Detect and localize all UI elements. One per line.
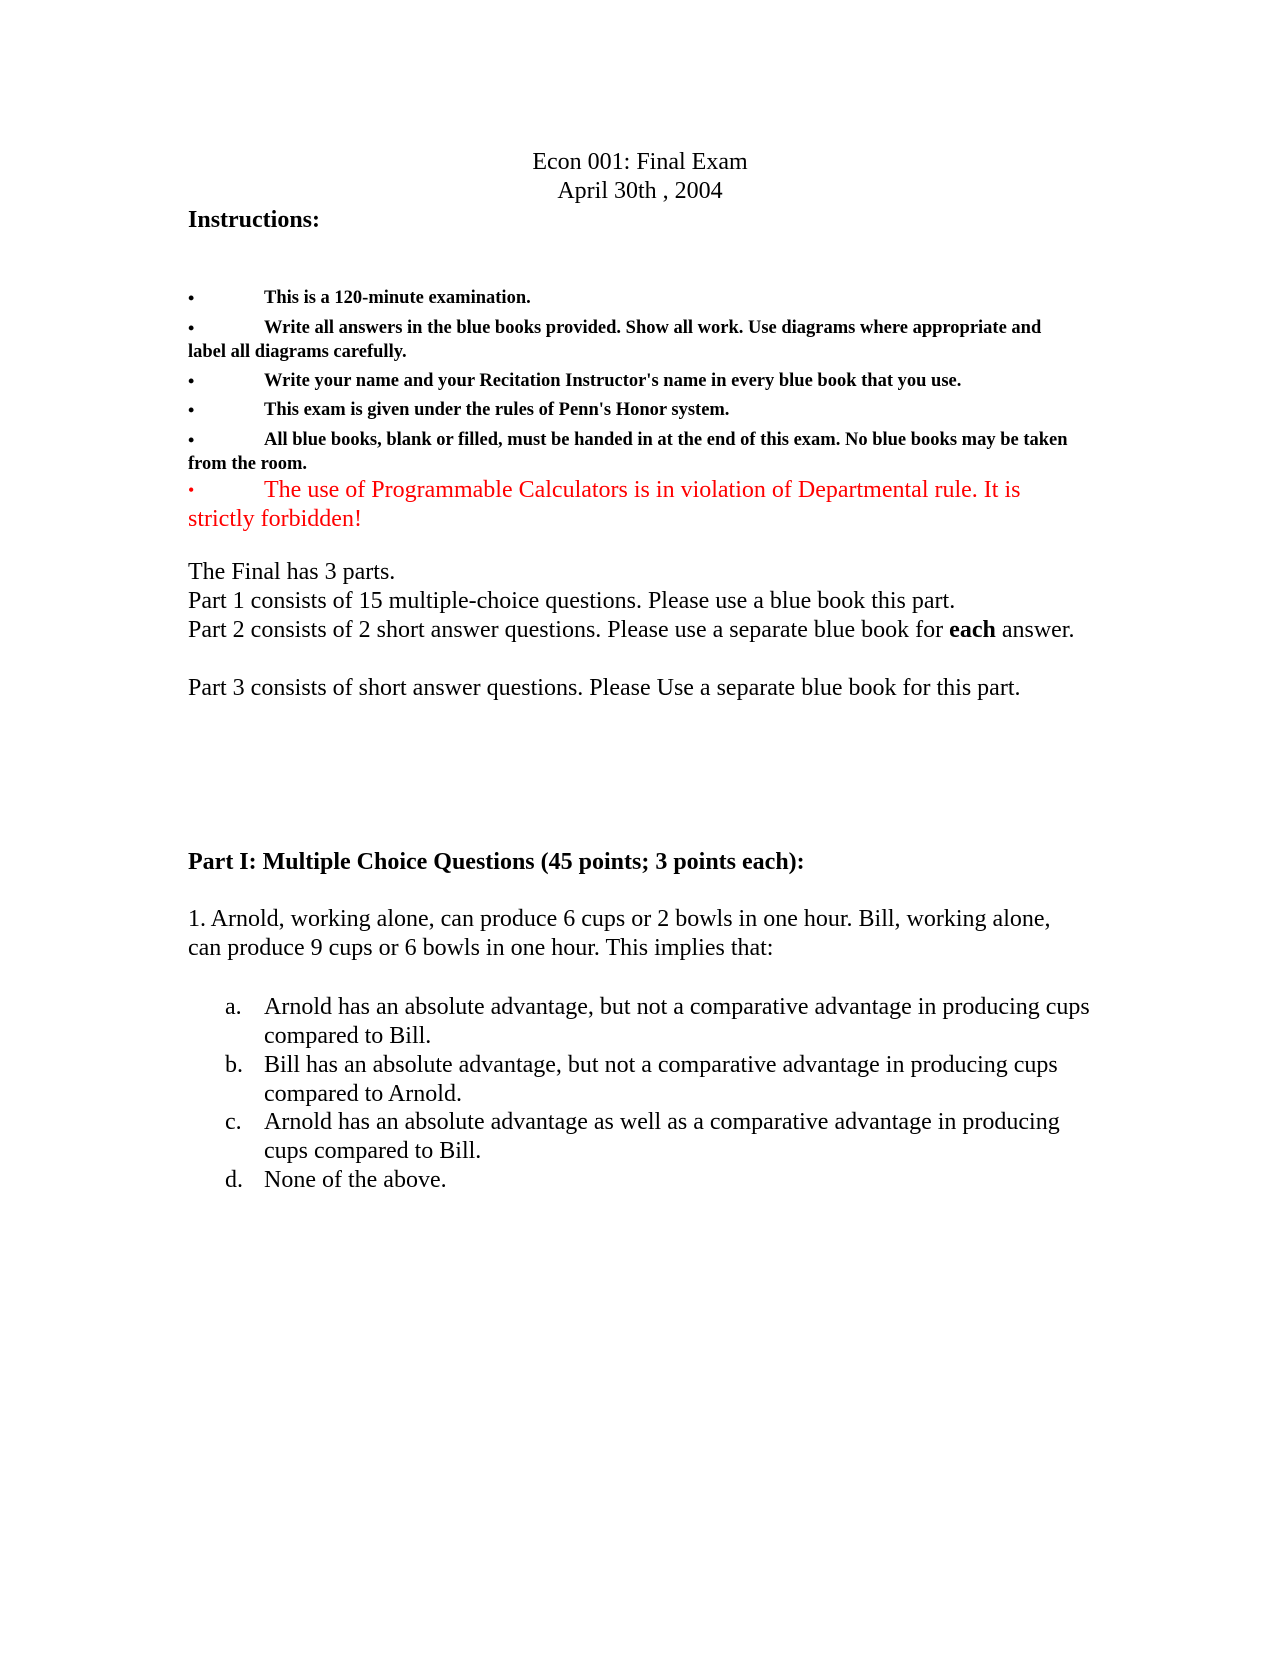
bullet-icon: • [188,371,195,391]
instruction-bullet [188,428,1068,476]
bullet-icon: • [188,318,195,338]
exam-title: Econ 001: Final Exam [532,149,748,175]
overview-text: Part 2 consists of 2 short answer questions. Please use a separate blue book for [188,617,950,643]
overview-line [188,616,1088,645]
option-letter: b. [225,1052,243,1078]
bullet-icon: • [188,400,195,420]
question-1: 1. Arnold, working alone, can produce 6 cups or 2 bowls in one hour. Bill, working alone, can produce 9 cups or 6 bowls in one hour. This implies that: [188,906,1051,961]
overview-line: Part 3 consists of short answer questions. Please Use a separate blue book for this part. [188,675,1021,701]
instruction-text: Write your name and your Recitation Instructor's name in every blue book that you use. [264,371,962,391]
instruction-bullet [188,286,1068,310]
option-text: None of the above. [264,1167,447,1193]
bullet-icon: • [188,430,195,450]
exam-date: April 30th , 2004 [557,178,723,204]
instruction-bullet [188,369,1068,393]
calculator-warning [188,476,1068,534]
option-letter: c. [225,1109,242,1135]
option-letter: d. [225,1167,243,1193]
instructions-heading: Instructions: [188,207,321,233]
option-letter: a. [225,994,242,1020]
instruction-bullet [188,316,1068,364]
option-text: Arnold has an absolute advantage, but not a comparative advantage in producing cups compared to Bill. [264,994,1090,1049]
bullet-icon: • [188,288,195,308]
instruction-text: All blue books, blank or filled, must be handed in at the end of this exam. No blue books may be taken from the room. [188,430,1068,474]
instruction-text: Write all answers in the blue books provided. Show all work. Use diagrams where appropriate and label all diagrams carefully. [188,318,1042,362]
instruction-text: This is a 120-minute examination. [264,288,531,308]
overview-line: The Final has 3 parts. [188,559,396,585]
option-text: Arnold has an absolute advantage as well as a comparative advantage in producing cups compared to Bill. [264,1109,1060,1164]
emphasis-each: each [949,617,996,643]
overview-line: Part 1 consists of 15 multiple-choice questions. Please use a blue book this part. [188,588,956,614]
overview-text: answer. [995,617,1075,643]
instruction-bullet [188,398,1068,422]
bullet-icon: • [188,480,195,500]
option-text: Bill has an absolute advantage, but not a comparative advantage in producing cups compared to Arnold. [264,1052,1058,1107]
part1-heading: Part I: Multiple Choice Questions (45 points; 3 points each): [188,849,805,875]
warning-text: The use of Programmable Calculators is in violation of Departmental rule. It is strictly forbidden! [188,477,1021,532]
instruction-text: This exam is given under the rules of Penn's Honor system. [264,400,730,420]
